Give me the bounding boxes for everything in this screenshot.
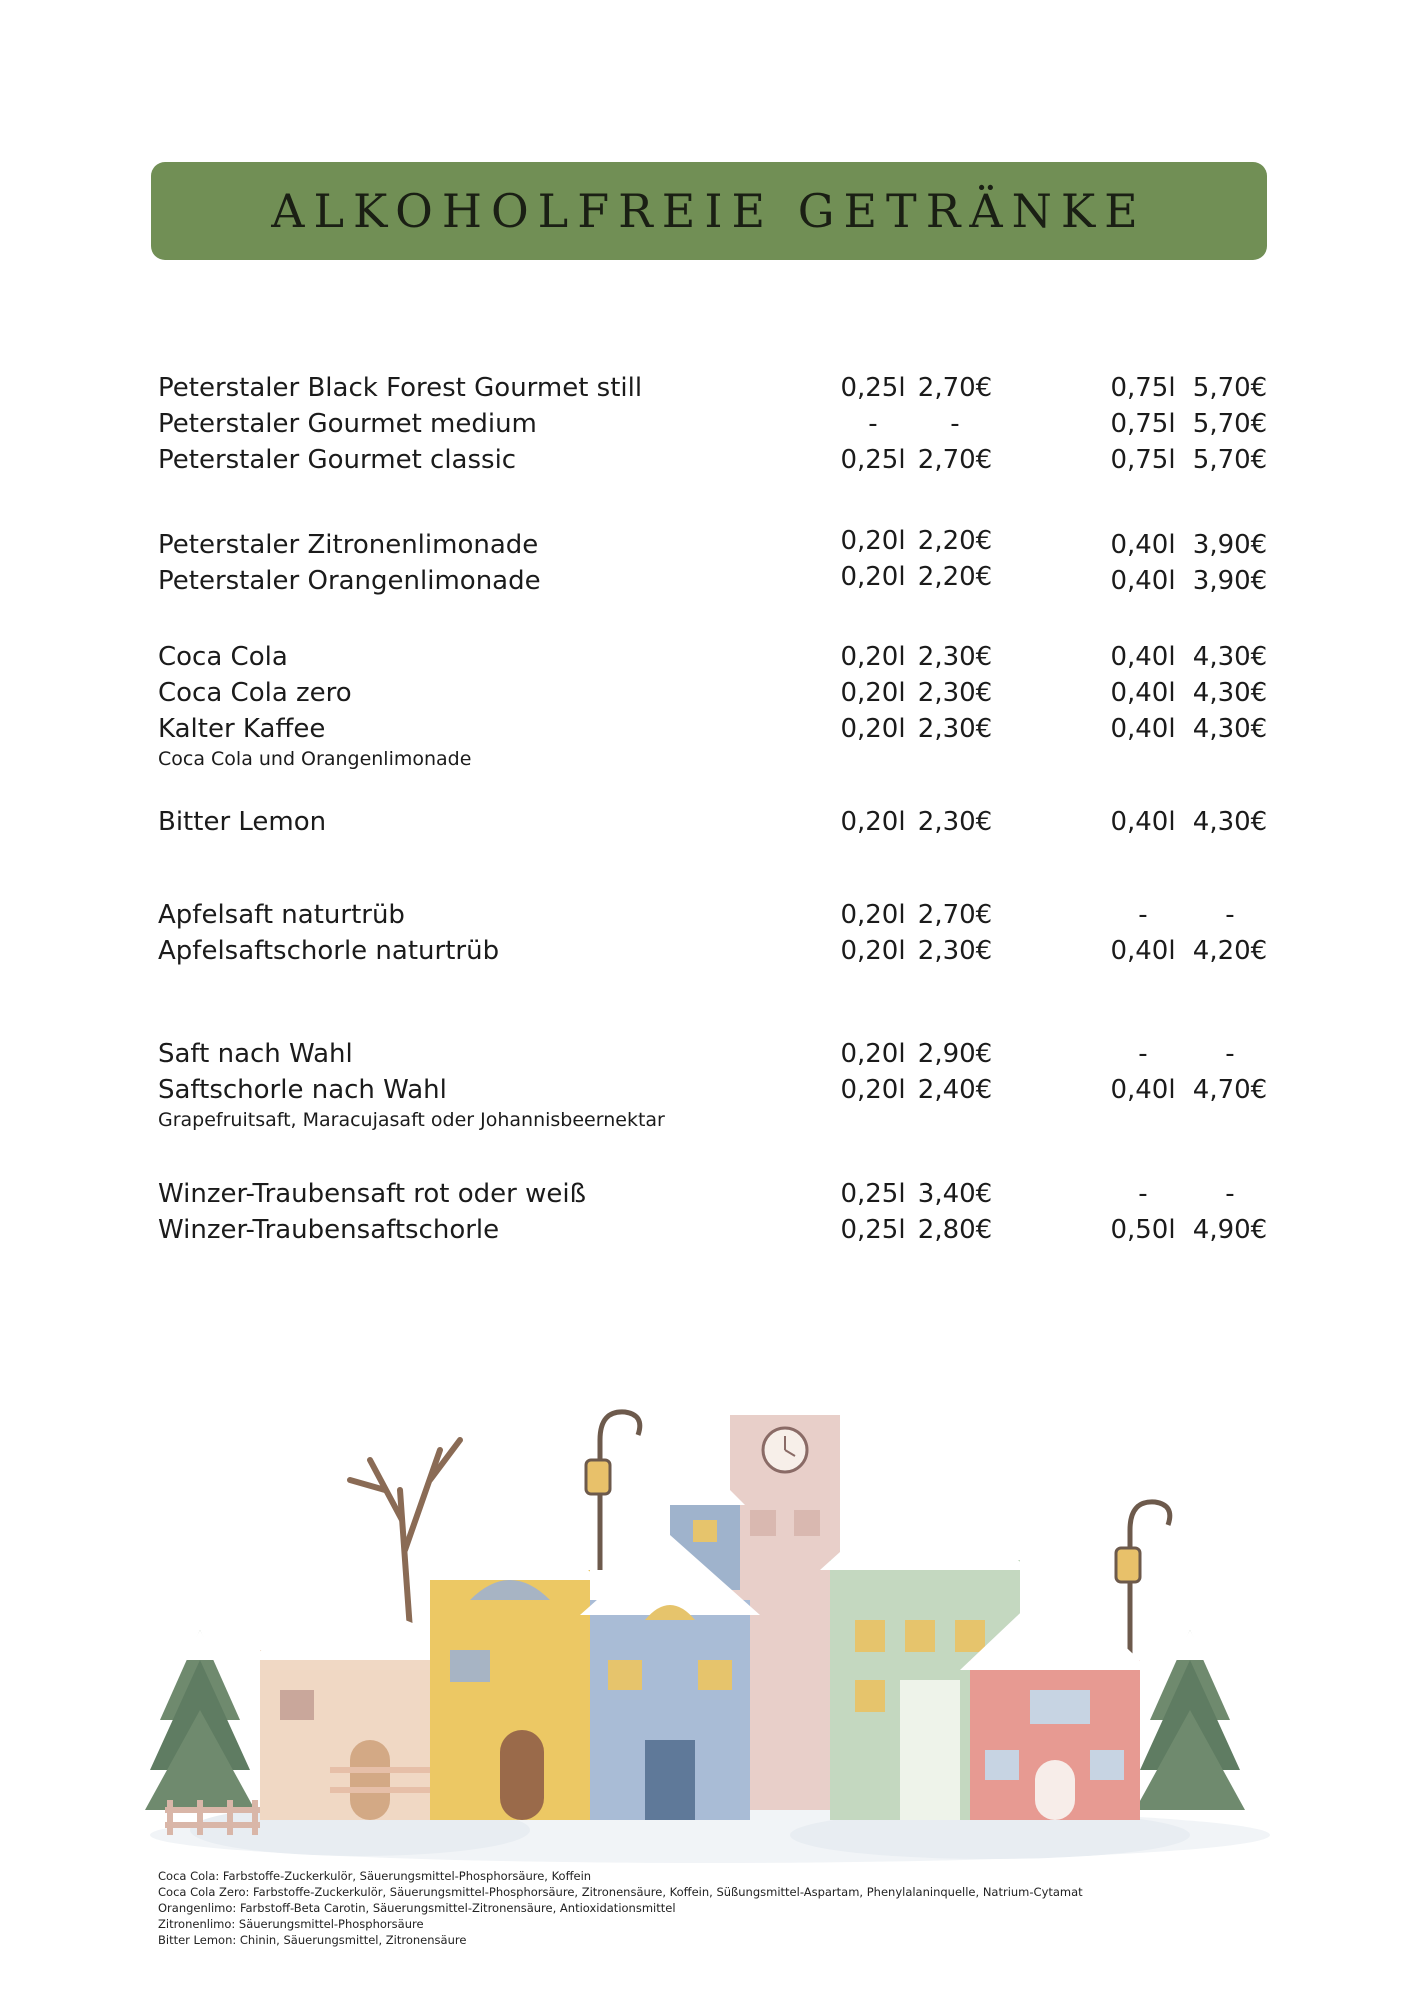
price-small: 2,70€ (917, 373, 993, 403)
size-large: 0,40l (1110, 1075, 1176, 1105)
menu-item (0, 442, 1414, 478)
size-small: 0,20l (840, 678, 906, 708)
street-lamp-left (586, 1412, 640, 1570)
size-large: 0,40l (1110, 714, 1176, 744)
size-large: - (1138, 1179, 1148, 1209)
menu-item (0, 675, 1414, 711)
size-large: 0,75l (1110, 445, 1176, 475)
price-large: 4,20€ (1192, 936, 1268, 966)
price-small: 2,30€ (917, 714, 993, 744)
price-large: - (1225, 1179, 1235, 1209)
price-small: 2,30€ (917, 936, 993, 966)
price-large: 4,70€ (1192, 1075, 1268, 1105)
menu-item (0, 711, 1414, 747)
size-small: 0,25l (840, 445, 906, 475)
price-large: 5,70€ (1192, 373, 1268, 403)
allergen-footnotes (158, 1868, 1358, 1948)
item-name: Saft nach Wahl (158, 1039, 353, 1069)
price-large: 5,70€ (1192, 445, 1268, 475)
price-small: 2,70€ (917, 445, 993, 475)
size-small: 0,20l (840, 900, 906, 930)
size-large: 0,40l (1110, 530, 1176, 560)
footnote: Coca Cola Zero: Farbstoffe-Zuckerkulör, Säuerungsmittel-Phosphorsäure, Zitronensäure, Koffein, Süßungsmittel-Aspartam, Phenylalaninquelle, Natrium-Cytamat (158, 1885, 1083, 1899)
price-small: 2,90€ (917, 1039, 993, 1069)
size-large: 0,40l (1110, 642, 1176, 672)
item-name: Peterstaler Gourmet medium (158, 409, 537, 439)
menu-item (0, 1212, 1414, 1248)
size-large: 0,40l (1110, 566, 1176, 596)
menu-item (0, 1072, 1414, 1108)
item-name: Winzer-Traubensaft rot oder weiß (158, 1179, 586, 1209)
price-small: 2,80€ (917, 1215, 993, 1245)
size-small: - (868, 409, 878, 439)
item-name: Bitter Lemon (158, 807, 327, 837)
item-description: Coca Cola und Orangenlimonade (158, 748, 472, 770)
size-small: 0,20l (840, 1075, 906, 1105)
item-name: Kalter Kaffee (158, 714, 326, 744)
menu-item (0, 563, 1414, 599)
size-large: - (1138, 900, 1148, 930)
size-small: 0,20l (840, 807, 906, 837)
price-small: 2,30€ (917, 678, 993, 708)
size-small: 0,20l (840, 714, 906, 744)
item-name: Apfelsaft naturtrüb (158, 900, 405, 930)
size-small: 0,20l (840, 642, 906, 672)
price-large: 4,30€ (1192, 642, 1268, 672)
menu-item (0, 933, 1414, 969)
size-large: 0,50l (1110, 1215, 1176, 1245)
price-large: 4,30€ (1192, 714, 1268, 744)
item-name: Coca Cola (158, 642, 288, 672)
size-small: 0,25l (840, 1215, 906, 1245)
size-small: 0,20l (840, 1039, 906, 1069)
size-small: 0,25l (840, 1179, 906, 1209)
menu-item (0, 897, 1414, 933)
footnote: Zitronenlimo: Säuerungsmittel-Phosphorsäure (158, 1917, 424, 1931)
price-small: 2,20€ (917, 562, 993, 592)
menu-item (0, 370, 1414, 406)
size-small: 0,25l (840, 373, 906, 403)
size-small: 0,20l (840, 936, 906, 966)
footnote: Orangenlimo: Farbstoff-Beta Carotin, Säuerungsmittel-Zitronensäure, Antioxidationsmittel (158, 1901, 676, 1915)
price-small: 2,30€ (917, 642, 993, 672)
size-large: 0,75l (1110, 409, 1176, 439)
price-small: 2,20€ (917, 526, 993, 556)
price-large: 5,70€ (1192, 409, 1268, 439)
size-large: - (1138, 1039, 1148, 1069)
page-title: ALKOHOLFREIE GETRÄNKE (271, 184, 1147, 238)
street-lamp-right (1116, 1502, 1170, 1670)
fir-tree-right (1135, 1630, 1245, 1810)
size-large: 0,40l (1110, 936, 1176, 966)
item-name: Peterstaler Zitronenlimonade (158, 530, 539, 560)
price-large: - (1225, 900, 1235, 930)
item-name: Saftschorle nach Wahl (158, 1075, 447, 1105)
price-small: 2,40€ (917, 1075, 993, 1105)
size-large: 0,75l (1110, 373, 1176, 403)
menu-item (0, 1036, 1414, 1072)
menu-item (0, 527, 1414, 563)
fir-tree-left (145, 1630, 255, 1810)
item-name: Peterstaler Gourmet classic (158, 445, 517, 475)
menu-item (0, 639, 1414, 675)
size-small: 0,20l (840, 526, 906, 556)
price-small: 3,40€ (917, 1179, 993, 1209)
menu-item (0, 804, 1414, 840)
price-large: - (1225, 1039, 1235, 1069)
price-large: 3,90€ (1192, 566, 1268, 596)
item-name: Apfelsaftschorle naturtrüb (158, 936, 500, 966)
footnote: Bitter Lemon: Chinin, Säuerungsmittel, Zitronensäure (158, 1933, 467, 1947)
item-name: Winzer-Traubensaftschorle (158, 1215, 500, 1245)
price-small: 2,30€ (917, 807, 993, 837)
price-large: 3,90€ (1192, 530, 1268, 560)
price-large: 4,30€ (1192, 678, 1268, 708)
footnote: Coca Cola: Farbstoffe-Zuckerkulör, Säuerungsmittel-Phosphorsäure, Koffein (158, 1869, 592, 1883)
item-name: Peterstaler Orangenlimonade (158, 566, 541, 596)
price-small: - (950, 409, 960, 439)
size-small: 0,20l (840, 562, 906, 592)
size-large: 0,40l (1110, 807, 1176, 837)
menu-item (0, 1176, 1414, 1212)
item-name: Coca Cola zero (158, 678, 352, 708)
size-large: 0,40l (1110, 678, 1176, 708)
beige-house (250, 1590, 440, 1820)
item-description: Grapefruitsaft, Maracujasaft oder Johannisbeernektar (158, 1109, 665, 1131)
price-small: 2,70€ (917, 900, 993, 930)
item-name: Peterstaler Black Forest Gourmet still (158, 373, 643, 403)
winter-village-illustration (130, 1330, 1290, 1870)
price-large: 4,90€ (1192, 1215, 1268, 1245)
price-large: 4,30€ (1192, 807, 1268, 837)
yellow-house (420, 1530, 600, 1820)
menu-item (0, 406, 1414, 442)
